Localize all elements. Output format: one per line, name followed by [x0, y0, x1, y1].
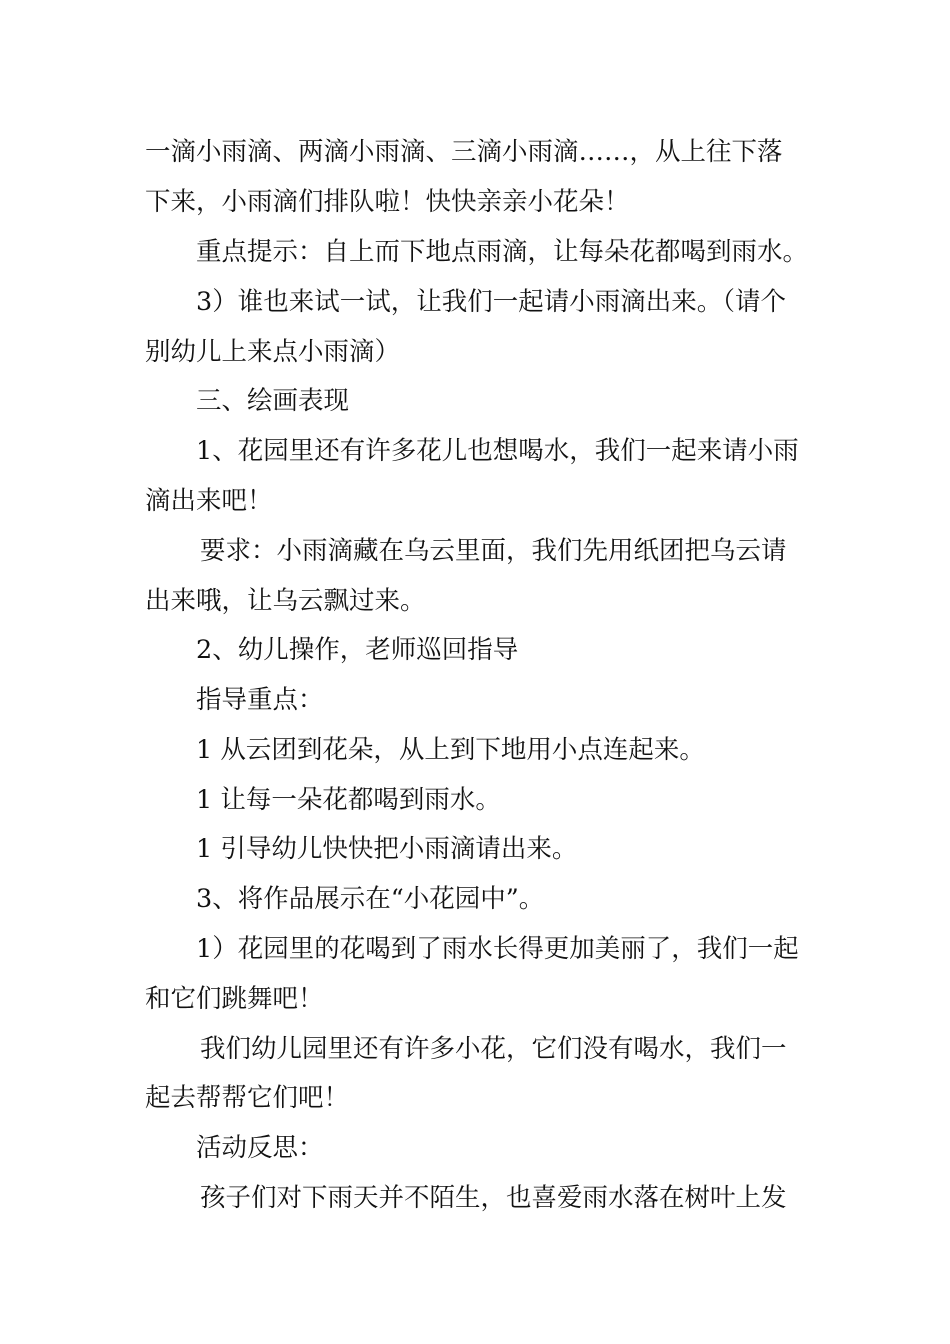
paragraph-line: 我们幼儿园里还有许多小花，它们没有喝水，我们一: [200, 1034, 787, 1064]
paragraph-line: 要求：小雨滴藏在乌云里面，我们先用纸团把乌云请: [200, 536, 787, 566]
list-item: 1 引导幼儿快快把小雨滴请出来。: [196, 834, 578, 864]
list-item: 1 让每一朵花都喝到雨水。: [196, 785, 501, 815]
paragraph-line: 孩子们对下雨天并不陌生，也喜爱雨水落在树叶上发: [200, 1183, 787, 1213]
section-heading: 三、绘画表现: [196, 386, 350, 416]
paragraph-line: 1、花园里还有许多花儿也想喝水，我们一起来请小雨: [196, 436, 799, 466]
section-heading: 活动反思：: [196, 1133, 324, 1163]
paragraph-line: 指导重点：: [196, 685, 324, 715]
paragraph-line: 3）谁也来试一试，让我们一起请小雨滴出来。（请个: [196, 287, 786, 317]
list-item: 1 从云团到花朵，从上到下地用小点连起来。: [196, 735, 705, 765]
paragraph-line: 3、将作品展示在“小花园中”。: [196, 884, 545, 914]
paragraph-line: 一滴小雨滴、两滴小雨滴、三滴小雨滴……，从上往下落: [145, 137, 783, 167]
paragraph-line: 1）花园里的花喝到了雨水长得更加美丽了，我们一起: [196, 934, 799, 964]
paragraph-line: 滴出来吧！: [145, 486, 273, 516]
paragraph-line: 重点提示：自上而下地点雨滴，让每朵花都喝到雨水。: [196, 237, 809, 267]
paragraph-line: 起去帮帮它们吧！: [145, 1083, 350, 1113]
paragraph-line: 出来哦，让乌云飘过来。: [145, 586, 426, 616]
paragraph-line: 2、幼儿操作，老师巡回指导: [196, 635, 519, 665]
paragraph-line: 下来，小雨滴们排队啦！快快亲亲小花朵！: [145, 187, 630, 217]
paragraph-line: 别幼儿上来点小雨滴）: [145, 337, 401, 367]
paragraph-line: 和它们跳舞吧！: [145, 984, 324, 1014]
